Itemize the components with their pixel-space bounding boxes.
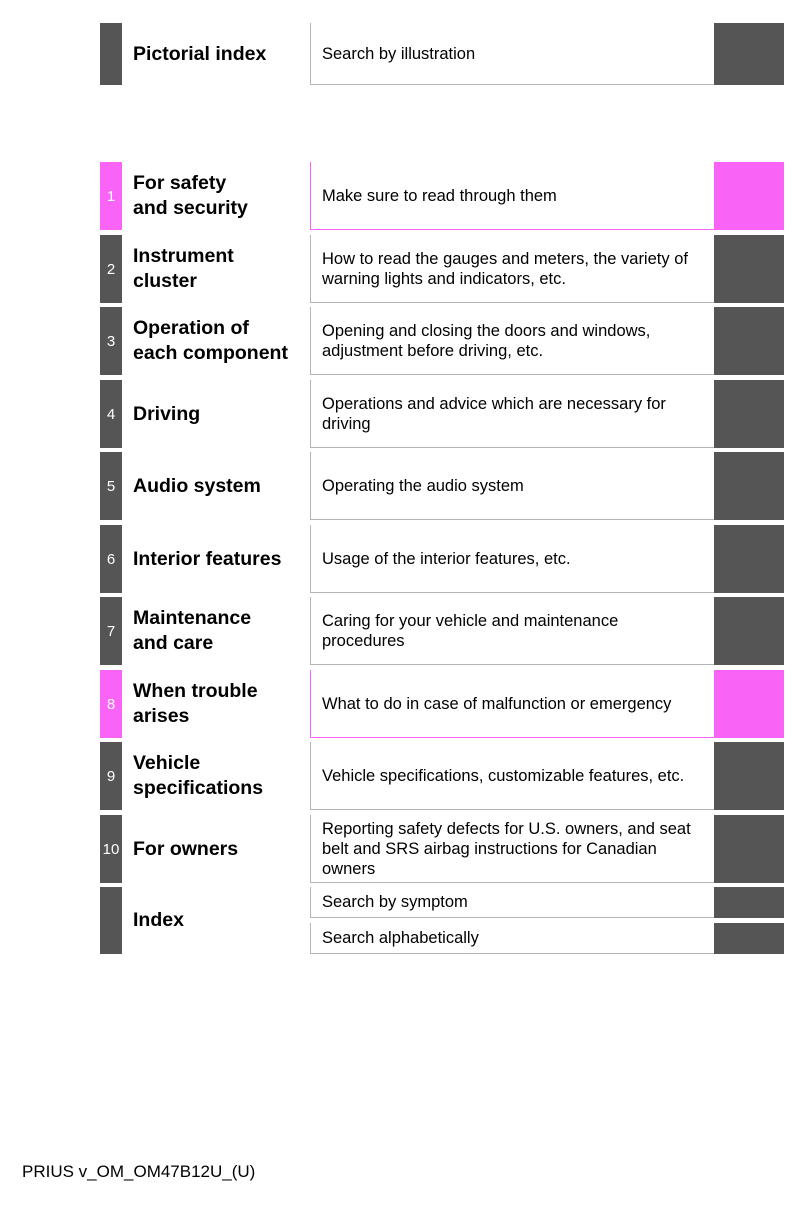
chapter-row-10[interactable] xyxy=(100,815,784,883)
search-alphabetically-link[interactable]: Search alphabetically xyxy=(310,923,714,954)
chapter-row-3[interactable] xyxy=(100,307,784,375)
chapter-number-tab: 7 xyxy=(100,597,122,665)
index-row xyxy=(100,887,784,954)
index-title: Index xyxy=(133,909,184,931)
search-by-symptom-thumb-tab[interactable] xyxy=(714,887,784,918)
chapter-row-6[interactable] xyxy=(100,525,784,593)
chapter-description: Reporting safety defects for U.S. owners, and seat belt and SRS airbag instructions for Canadian owners xyxy=(310,815,714,883)
chapter-number-tab: 4 xyxy=(100,380,122,448)
chapter-title: Vehicle specifications xyxy=(133,752,264,799)
chapter-row-2[interactable] xyxy=(100,235,784,303)
chapter-title: Driving xyxy=(133,402,201,425)
chapter-row-7[interactable] xyxy=(100,597,784,665)
chapter-title: Interior features xyxy=(133,547,282,570)
chapter-number-tab: 5 xyxy=(100,452,122,520)
chapter-thumb-tab[interactable] xyxy=(714,742,784,810)
chapter-description: What to do in case of malfunction or emergency xyxy=(310,670,714,738)
chapter-row-1[interactable] xyxy=(100,162,784,230)
chapter-thumb-tab[interactable] xyxy=(714,235,784,303)
chapter-description: Vehicle specifications, customizable features, etc. xyxy=(310,742,714,810)
document-code: PRIUS v_OM_OM47B12U_(U) xyxy=(22,1162,256,1181)
chapter-title: For safety and security xyxy=(133,172,248,219)
chapter-thumb-tab[interactable] xyxy=(714,525,784,593)
chapter-thumb-tab[interactable] xyxy=(714,670,784,738)
chapter-title: Operation of each component xyxy=(133,317,288,364)
chapter-thumb-tab[interactable] xyxy=(714,597,784,665)
search-by-symptom-link[interactable]: Search by symptom xyxy=(310,887,714,918)
chapter-title: For owners xyxy=(133,837,239,860)
chapter-description: Operations and advice which are necessary for driving xyxy=(310,380,714,448)
chapter-title: Audio system xyxy=(133,474,261,497)
chapter-number-tab: 9 xyxy=(100,742,122,810)
chapter-number-tab: 6 xyxy=(100,525,122,593)
chapter-thumb-tab[interactable] xyxy=(714,452,784,520)
search-alphabetically-thumb-tab[interactable] xyxy=(714,923,784,954)
chapter-number-tab: 2 xyxy=(100,235,122,303)
chapter-description: Usage of the interior features, etc. xyxy=(310,525,714,593)
chapter-title: Maintenance and care xyxy=(133,607,252,654)
chapter-title: Instrument cluster xyxy=(133,245,234,292)
chapter-description: Opening and closing the doors and windows, adjustment before driving, etc. xyxy=(310,307,714,375)
pictorial-index-description: Search by illustration xyxy=(310,23,714,85)
chapter-row-5[interactable] xyxy=(100,452,784,520)
chapter-description: Caring for your vehicle and maintenance procedures xyxy=(310,597,714,665)
chapter-row-4[interactable] xyxy=(100,380,784,448)
pictorial-index-thumb-tab[interactable] xyxy=(714,23,784,85)
chapter-description: Make sure to read through them xyxy=(310,162,714,230)
chapter-thumb-tab[interactable] xyxy=(714,307,784,375)
chapter-thumb-tab[interactable] xyxy=(714,162,784,230)
chapter-thumb-tab[interactable] xyxy=(714,380,784,448)
chapter-row-8[interactable] xyxy=(100,670,784,738)
pictorial-index-title: Pictorial index xyxy=(133,42,267,65)
chapter-thumb-tab[interactable] xyxy=(714,815,784,883)
chapter-number-tab: 10 xyxy=(100,815,122,883)
chapter-description: Operating the audio system xyxy=(310,452,714,520)
index-tab xyxy=(100,887,122,954)
chapter-number-tab: 8 xyxy=(100,670,122,738)
chapter-row-9[interactable] xyxy=(100,742,784,810)
pictorial-index-row[interactable] xyxy=(100,23,784,85)
pictorial-index-tab xyxy=(100,23,122,85)
chapter-description: How to read the gauges and meters, the variety of warning lights and indicators, etc. xyxy=(310,235,714,303)
chapter-number-tab: 1 xyxy=(100,162,122,230)
chapter-number-tab: 3 xyxy=(100,307,122,375)
chapter-title: When trouble arises xyxy=(133,680,258,727)
